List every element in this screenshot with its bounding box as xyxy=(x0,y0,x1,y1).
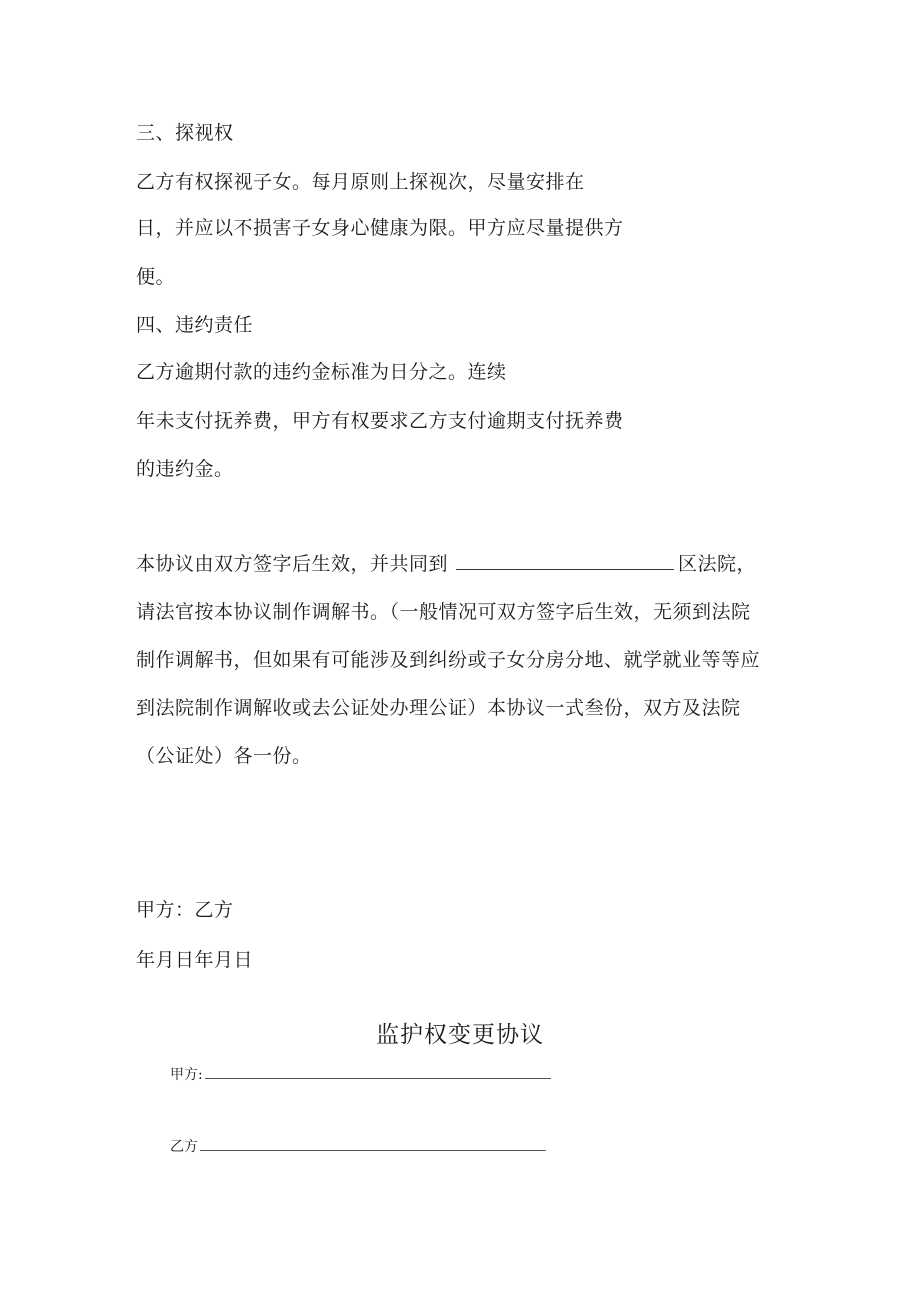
section-heading-liability: 四、违约责任 xyxy=(136,314,254,336)
paragraph-line: （公证处）各一份。 xyxy=(136,745,312,767)
party-a-field xyxy=(170,1064,551,1085)
paragraph-line: 乙方逾期付款的违约金标准为日分之。连续 xyxy=(136,361,507,383)
court-name-blank xyxy=(456,551,674,570)
party-a-label: 甲方: xyxy=(170,1067,203,1083)
signature-dates: 年月日年月日 xyxy=(136,949,254,971)
effectiveness-suffix: 区法院， xyxy=(678,553,757,575)
paragraph-line: 制作调解书，但如果有可能涉及到纠纷或子女分房分地、就学就业等等应 xyxy=(136,649,761,671)
paragraph-line: 请法官按本协议制作调解书。（一般情况可双方签字后生效，无须到法院 xyxy=(136,601,751,623)
party-a-blank xyxy=(205,1064,551,1079)
party-b-blank xyxy=(200,1136,546,1151)
effectiveness-prefix: 本协议由双方签字后生效，并共同到 xyxy=(136,553,449,575)
paragraph-line: 年未支付抚养费，甲方有权要求乙方支付逾期支付抚养费 xyxy=(136,410,624,432)
agreement-title: 监护权变更协议 xyxy=(376,1022,544,1048)
effectiveness-line-1 xyxy=(136,551,756,576)
paragraph-line: 便。 xyxy=(136,266,176,288)
paragraph-line: 的违约金。 xyxy=(136,458,234,480)
signature-parties: 甲方：乙方 xyxy=(136,899,234,921)
party-b-field xyxy=(170,1136,546,1157)
section-heading-visitation: 三、探视权 xyxy=(136,122,234,144)
paragraph-line: 日，并应以不损害子女身心健康为限。甲方应尽量提供方 xyxy=(136,217,624,239)
party-b-label: 乙方 xyxy=(170,1139,198,1155)
paragraph-line: 到法院制作调解收或去公证处办理公证）本协议一式叁份，双方及法院 xyxy=(136,697,741,719)
paragraph-line: 乙方有权探视子女。每月原则上探视次，尽量安排在 xyxy=(136,171,585,193)
